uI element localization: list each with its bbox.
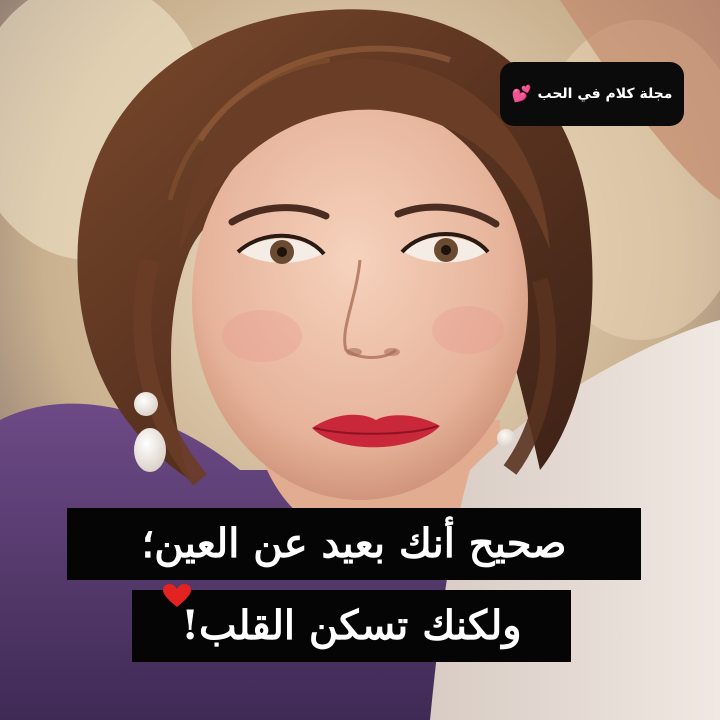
two-hearts-icon: 💕: [511, 84, 532, 103]
caption-line-2: ولكنك تسكن القلب!: [132, 590, 571, 662]
red-heart-icon: [163, 584, 191, 608]
caption-line-1: صحيح أنك بعيد عن العين؛: [67, 508, 641, 580]
badge-title: مجلة كلام في الحب: [537, 86, 673, 102]
magazine-badge: [500, 62, 684, 126]
